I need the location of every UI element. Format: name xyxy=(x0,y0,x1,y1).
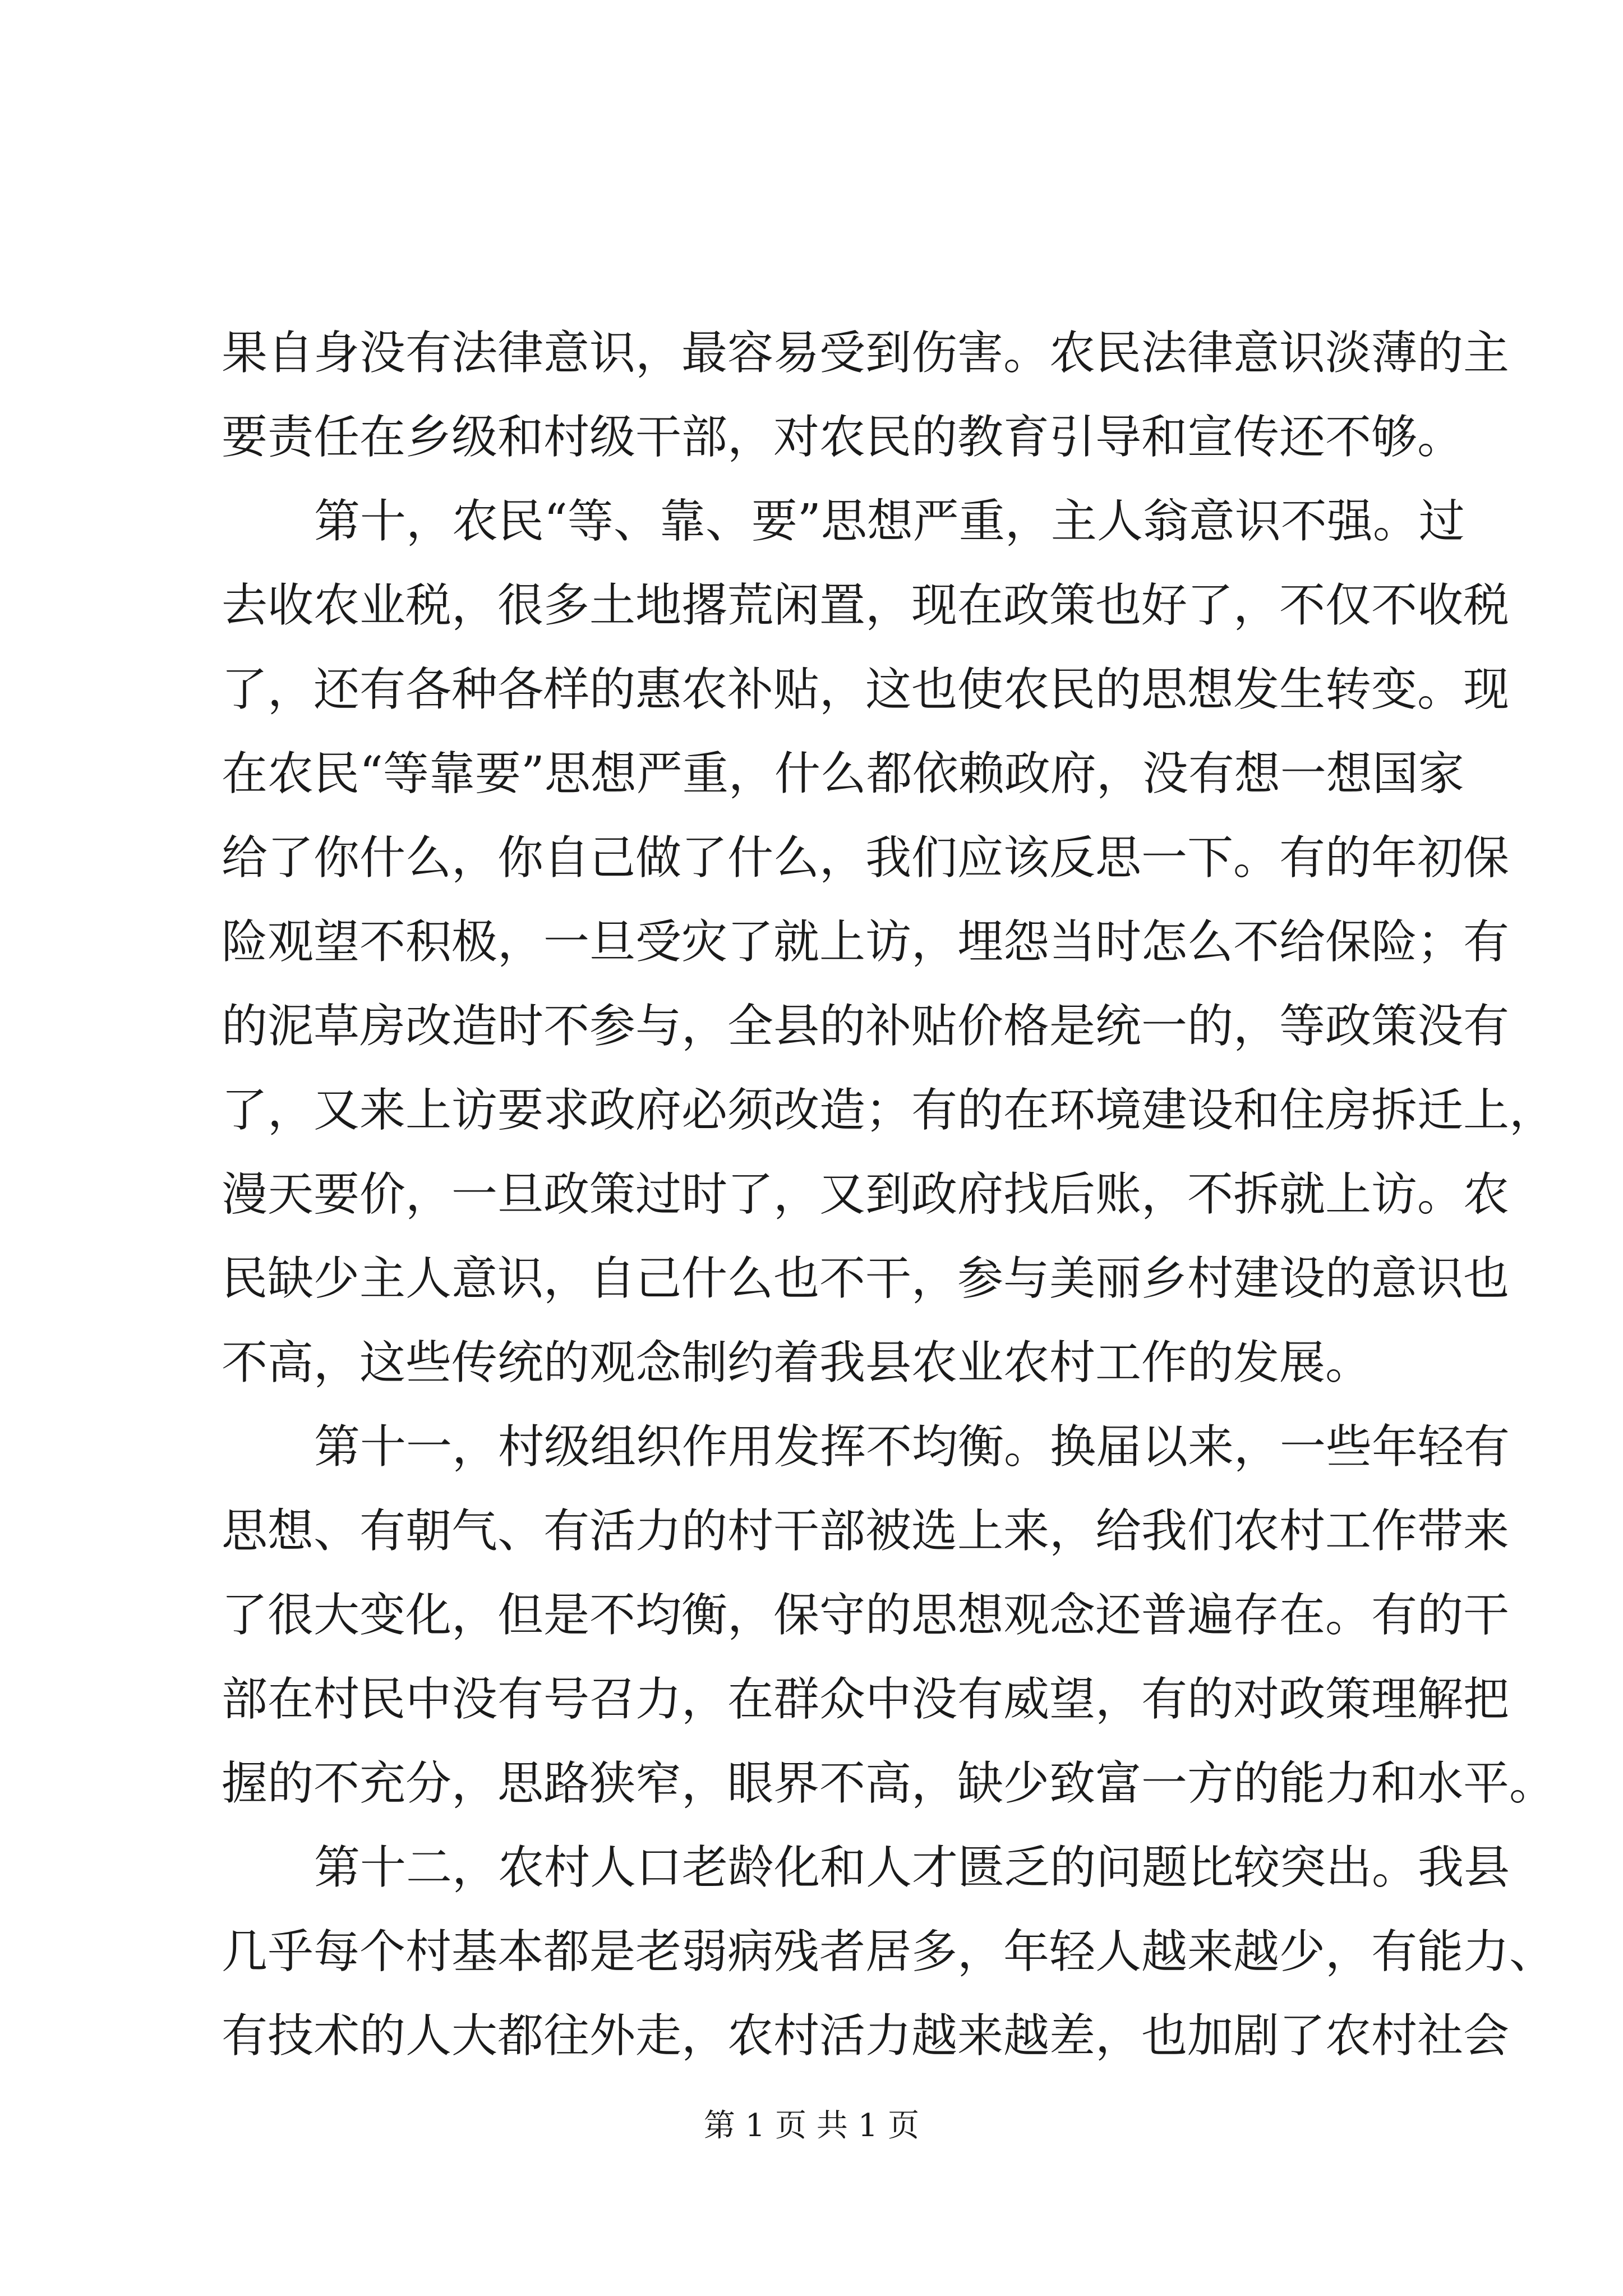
body-text-line: 握的不充分，思路狭窄，眼界不高，缺少致富一方的能力和水平。 xyxy=(222,1757,1556,1810)
body-text-line: 给了你什么，你自己做了什么，我们应该反思一下。有的年初保 xyxy=(222,831,1510,885)
body-text-line: 果自身没有法律意识，最容易受到伤害。农民法律意识淡薄的主 xyxy=(222,326,1510,380)
body-text-line: 去收农业税，很多土地撂荒闲置，现在政策也好了，不仅不收税 xyxy=(222,579,1510,632)
body-text-line: 几乎每个村基本都是老弱病残者居多，年轻人越来越少，有能力、 xyxy=(222,1925,1556,1978)
page-footer: 第 1 页 共 1 页 xyxy=(703,2108,920,2144)
body-text-line: 险观望不积极，一旦受灾了就上访，埋怨当时怎么不给保险；有 xyxy=(222,915,1510,969)
body-text-line: 有技术的人大都往外走，农村活力越来越差，也加剧了农村社会 xyxy=(222,2009,1510,2063)
body-text-line: 了，又来上访要求政府必须改造；有的在环境建设和住房拆迁上， xyxy=(222,1084,1556,1137)
body-text-line: 在农民“等靠要”思想严重，什么都依赖政府，没有想一想国家 xyxy=(222,747,1464,800)
paragraph-first-line: 第十二，农村人口老龄化和人才匮乏的问题比较突出。我县 xyxy=(314,1841,1510,1894)
paragraph-first-line: 第十，农民“等、靠、要”思想严重，主人翁意识不强。过 xyxy=(314,495,1465,548)
body-text-line: 了很大变化，但是不均衡，保守的思想观念还普遍存在。有的干 xyxy=(222,1589,1510,1642)
body-text-line: 思想、有朝气、有活力的村干部被选上来，给我们农村工作带来 xyxy=(222,1504,1510,1558)
body-text-line: 漫天要价，一旦政策过时了，又到政府找后账，不拆就上访。农 xyxy=(222,1168,1510,1221)
body-text-line: 民缺少主人意识，自己什么也不干，参与美丽乡村建设的意识也 xyxy=(222,1252,1510,1305)
body-text-line: 不高，这些传统的观念制约着我县农业农村工作的发展。 xyxy=(222,1336,1372,1389)
body-text-line: 要责任在乡级和村级干部，对农民的教育引导和宣传还不够。 xyxy=(222,411,1464,464)
body-text-line: 了，还有各种各样的惠农补贴，这也使农民的思想发生转变。现 xyxy=(222,663,1510,716)
body-text-line: 的泥草房改造时不参与，全县的补贴价格是统一的，等政策没有 xyxy=(222,1000,1510,1053)
paragraph-first-line: 第十一，村级组织作用发挥不均衡。换届以来，一些年轻有 xyxy=(314,1420,1510,1474)
body-text-line: 部在村民中没有号召力，在群众中没有威望，有的对政策理解把 xyxy=(222,1673,1510,1726)
